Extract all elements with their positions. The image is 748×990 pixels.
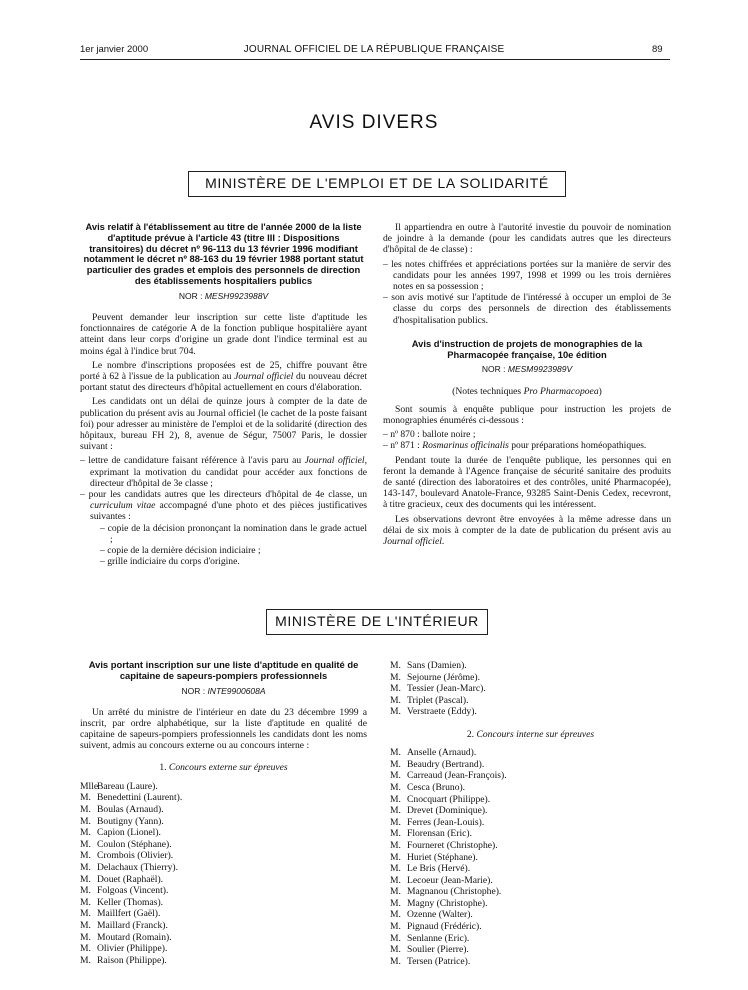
honorific: M. xyxy=(390,816,401,828)
candidate-name: Verstraete (Eddy). xyxy=(407,706,477,718)
nor-code: MESM9923989V xyxy=(507,364,573,375)
list-item: – les notes chiffrées et appréciations portées sur la manière de servir des candidats pour les années 1997, 1998 et 1999 ou les trois dernières notes en sa possession ; xyxy=(383,259,671,293)
honorific: M. xyxy=(390,671,401,683)
journal-title: JOURNAL OFFICIEL DE LA RÉPUBLIQUE FRANÇAISE xyxy=(243,44,505,55)
candidate-name: Capion (Lionel). xyxy=(97,827,161,839)
honorific: M. xyxy=(390,805,401,817)
list-item xyxy=(80,908,367,920)
candidate-name: Cnocquart (Philippe). xyxy=(407,793,491,805)
candidate-name: Benedettini (Laurent). xyxy=(97,792,183,804)
list-item xyxy=(390,794,671,806)
honorific: M. xyxy=(80,804,91,815)
candidate-name: Le Bris (Hervé). xyxy=(407,863,471,875)
list-item xyxy=(80,897,367,909)
honorific: M. xyxy=(390,793,401,805)
list-item xyxy=(390,956,671,968)
honorific: M. xyxy=(390,851,401,863)
honorific: M. xyxy=(390,828,401,840)
honorific: M. xyxy=(390,955,401,967)
honorific: M. xyxy=(390,863,401,875)
heading-concours-externe: 1. Concours externe sur épreuves xyxy=(159,761,288,773)
candidate-name: Keller (Thomas). xyxy=(97,896,164,908)
avis-pharmacopee-title: Avis d'instruction de projets de monographies de la Pharmacopée française, 10e édition xyxy=(411,337,643,360)
nor-reference: NOR : MESM9923989V xyxy=(481,364,573,375)
list-item xyxy=(390,782,671,794)
ministry-interieur-heading: MINISTÈRE DE L'INTÉRIEUR xyxy=(266,609,488,635)
avis-liste-aptitude-direction xyxy=(80,222,367,570)
honorific: M. xyxy=(390,758,401,770)
page-number: 89 xyxy=(652,44,663,55)
paragraph: Sont soumis à enquête publique pour instruction les projets de monographies énumérés ci-dessous : xyxy=(383,403,671,427)
avis-sapeurs-pompiers xyxy=(80,660,367,966)
honorific: M. xyxy=(80,861,91,873)
notes-techniques: (Notes techniques Pro Pharmacopoea) xyxy=(452,385,602,397)
page-title: AVIS DIVERS xyxy=(309,112,439,133)
paragraph: Les candidats ont un délai de quinze jours à compter de la date de publication du présent avis au Journal officiel (le cachet de la poste faisant foi) pour adresser au ministère de l'emploi et de la solidarité (direction des hôpitaux, bureau FH 2), 8, avenue de Ségur, 75007 Paris, le dossier suivant : xyxy=(80,396,367,453)
list-item xyxy=(80,920,367,932)
honorific: M. xyxy=(80,954,91,966)
candidate-name: Tessier (Jean-Marc). xyxy=(407,683,486,695)
paragraph: Pendant toute la durée de l'enquête publique, les personnes qui en feront la demande à l'Agence française de sécurité sanitaire des produits de santé (direction des laboratoires et des contrôles, unité Pharmacopée), 143-147, boulevard Anatole-France, 93285 Saint-Denis Cedex, recevront, à titre gracieux, ceux des documents qui les intéressent. xyxy=(383,454,671,511)
list-item xyxy=(80,932,367,944)
honorific: M. xyxy=(390,683,401,695)
list-item xyxy=(390,898,671,910)
list-item xyxy=(390,828,671,840)
candidate-name: Olivier (Philippe). xyxy=(97,943,168,955)
pieces-list xyxy=(90,523,367,568)
candidate-name: Magny (Christophe). xyxy=(407,897,488,909)
candidate-name: Douet (Raphaël). xyxy=(97,873,164,885)
list-item xyxy=(80,850,367,862)
honorific: M. xyxy=(80,850,91,862)
list-item xyxy=(390,933,671,945)
honorific: M. xyxy=(80,885,91,897)
candidate-name: Florensan (Eric). xyxy=(407,828,473,840)
list-item xyxy=(390,770,671,782)
paragraph: Le nombre d'inscriptions proposées est de 25, chiffre pouvant être porté à 62 à l'issue de la publication au Journal officiel du nouveau décret portant statut des directeurs d'hôpital actuellement en cours d'élaboration. xyxy=(80,359,368,394)
list-concours-externe-a xyxy=(80,781,367,967)
list-item: – nº 870 : ballote noire ; xyxy=(383,429,671,440)
nor-reference: NOR : INTE9900608A xyxy=(181,685,266,696)
list-item xyxy=(390,944,671,956)
candidate-name: Cesca (Bruno). xyxy=(407,781,466,793)
candidate-name: Tersen (Patrice). xyxy=(407,955,471,967)
list-item xyxy=(80,804,367,816)
honorific: M. xyxy=(80,931,91,943)
list-concours-interne xyxy=(390,747,671,967)
list-item xyxy=(80,885,367,897)
paragraph: Les observations devront être envoyées à la même adresse dans un délai de six mois à compter de la date de publication du présent avis au Journal officiel. xyxy=(383,513,671,548)
candidate-name: Huriet (Stéphane). xyxy=(407,851,478,863)
honorific: M. xyxy=(390,909,401,921)
ministry2-right-column xyxy=(390,660,671,967)
monographies-list xyxy=(383,429,671,451)
candidate-name: Carreaud (Jean-François). xyxy=(407,770,507,782)
candidate-name: Sejourne (Jérôme). xyxy=(407,671,480,683)
issue-date: 1er janvier 2000 xyxy=(80,44,149,55)
list-item xyxy=(390,852,671,864)
nor-code: MESH9923988V xyxy=(204,290,269,301)
candidate-name: Maillard (Franck). xyxy=(97,919,168,931)
list-item: – pour les candidats autres que les directeurs d'hôpital de 4e classe, un curriculum vitae accompagné d'une photo et des pièces justificatives suivantes : – copie de la décision prononçant la nomination dans le grade actuel ; – copie de la dernière décision indiciaire ; – grille indiciaire du corps d'origine. xyxy=(80,489,367,567)
dossier-list xyxy=(80,455,367,567)
candidate-name: Pignaud (Frédéric). xyxy=(407,921,482,933)
list-concours-externe-b xyxy=(390,660,671,718)
candidate-name: Delachaux (Thierry). xyxy=(97,861,178,873)
candidate-name: Boutigny (Yann). xyxy=(97,815,164,827)
paragraph: Il appartiendra en outre à l'autorité investie du pouvoir de nomination de joindre à la demande (pour les candidats autres que les directeurs d'hôpital de 4e classe) : xyxy=(383,222,671,256)
honorific: M. xyxy=(390,886,401,898)
honorific: M. xyxy=(390,770,401,782)
list-item xyxy=(80,827,367,839)
list-item xyxy=(80,792,367,804)
list-item xyxy=(80,816,367,828)
list-item xyxy=(390,695,671,707)
honorific: M. xyxy=(390,874,401,886)
honorific: M. xyxy=(390,921,401,933)
avis-title: Avis portant inscription sur une liste d'aptitude en qualité de capitaine de sapeurs-pompiers professionnels xyxy=(88,659,359,681)
pieces-autorite-list xyxy=(383,259,671,326)
list-item xyxy=(390,817,671,829)
honorific: M. xyxy=(80,873,91,885)
candidate-name: Moutard (Romain). xyxy=(97,931,172,943)
candidate-name: Anselle (Arnaud). xyxy=(407,747,477,759)
honorific: M. xyxy=(80,943,91,955)
honorific: M. xyxy=(390,932,401,944)
nor-reference: NOR : MESH9923988V xyxy=(178,290,269,301)
list-item xyxy=(390,683,671,695)
honorific: M. xyxy=(80,896,91,908)
candidate-name: Soulier (Pierre). xyxy=(407,944,469,956)
honorific: M. xyxy=(80,827,91,839)
ministry-emploi-heading: MINISTÈRE DE L'EMPLOI ET DE LA SOLIDARITÉ xyxy=(188,171,566,197)
honorific: M. xyxy=(390,897,401,909)
candidate-name: Triplet (Pascal). xyxy=(407,694,469,706)
honorific: M. xyxy=(390,694,401,706)
list-item xyxy=(390,921,671,933)
honorific: Mlle xyxy=(80,780,99,792)
honorific: M. xyxy=(390,706,401,718)
candidate-name: Ferres (Jean-Louis). xyxy=(407,816,485,828)
list-item xyxy=(80,943,367,955)
paragraph: Un arrêté du ministre de l'intérieur en date du 23 décembre 1999 a inscrit, par ordre alphabétique, sur la liste d'aptitude en qualité de capitaine de sapeurs-pompiers professionnels les candidats dont les noms suivent, admis au concours externe ou au concours interne : xyxy=(80,706,367,752)
candidate-name: Lecoeur (Jean-Marie). xyxy=(407,874,493,886)
candidate-name: Maillfert (Gaël). xyxy=(97,908,161,920)
honorific: M. xyxy=(390,747,401,759)
candidate-name: Drevet (Dominique). xyxy=(407,805,488,817)
honorific: M. xyxy=(390,781,401,793)
candidate-name: Raison (Philippe). xyxy=(97,954,167,966)
list-item xyxy=(80,862,367,874)
honorific: M. xyxy=(80,908,91,920)
list-item: – copie de la dernière décision indiciaire ; xyxy=(100,545,367,556)
heading-concours-interne: 2. Concours interne sur épreuves xyxy=(466,728,595,740)
candidate-name: Fourneret (Christophe). xyxy=(407,839,498,851)
nor-code: INTE9900608A xyxy=(207,685,266,696)
list-item xyxy=(390,909,671,921)
list-item xyxy=(390,863,671,875)
candidate-name: Folgoas (Vincent). xyxy=(97,885,169,897)
candidate-name: Crombois (Olivier). xyxy=(97,850,174,862)
candidate-name: Ozenne (Walter). xyxy=(407,909,473,921)
header-rule xyxy=(80,59,670,60)
list-item xyxy=(390,660,671,672)
list-item xyxy=(390,759,671,771)
honorific: M. xyxy=(390,839,401,851)
list-item xyxy=(80,874,367,886)
list-item xyxy=(390,706,671,718)
list-item xyxy=(390,875,671,887)
list-item: – copie de la décision prononçant la nomination dans le grade actuel ; xyxy=(100,523,367,545)
candidate-name: Boulas (Arnaud). xyxy=(97,804,164,815)
candidate-name: Beaudry (Bertrand). xyxy=(407,758,485,770)
list-item xyxy=(80,955,367,967)
honorific: M. xyxy=(80,792,91,804)
list-item xyxy=(80,781,367,793)
candidate-name: Bareau (Laure). xyxy=(97,780,158,792)
candidate-name: Sans (Damien). xyxy=(407,660,467,671)
list-item xyxy=(390,840,671,852)
paragraph: Peuvent demander leur inscription sur cette liste d'aptitude les fonctionnaires de catégorie A de la fonction publique hospitalière ayant atteint dans leur corps d'origine un grade dont l'indice terminal est au moins égal à l'indice brut 704. xyxy=(80,311,367,357)
honorific: M. xyxy=(80,919,91,931)
list-item xyxy=(390,805,671,817)
honorific: M. xyxy=(80,815,91,827)
list-item xyxy=(80,839,367,851)
list-item xyxy=(390,672,671,684)
list-item: – grille indiciaire du corps d'origine. xyxy=(100,556,367,567)
list-item: – nº 871 : Rosmarinus officinalis pour préparations homéopathiques. xyxy=(383,440,671,451)
list-item xyxy=(390,747,671,759)
list-item xyxy=(390,886,671,898)
avis-title: Avis relatif à l'établissement au titre de l'année 2000 de la liste d'aptitude prévue à l'article 43 (titre III : Dispositions transitoires) du décret nº 96-113 du 13 février 1996 modifiant notamment le décret nº 88-163 du 19 février 1988 portant statut particulier des grades et emplois des personnels de direction des établissements hospitaliers publics xyxy=(83,221,364,286)
honorific: M. xyxy=(390,660,401,671)
list-item: – lettre de candidature faisant référence à l'avis paru au Journal officiel, exprimant la motivation du candidat pour accéder aux fonctions de directeur d'hôpital de 3e classe ; xyxy=(80,455,367,489)
candidate-name: Magnanou (Christophe). xyxy=(407,886,502,898)
candidate-name: Coulon (Stéphane). xyxy=(97,838,172,850)
ministry1-right-column xyxy=(383,222,671,550)
list-item: – son avis motivé sur l'aptitude de l'intéressé à occuper un emploi de 3e classe du corps des personnels de direction des établissements d'hospitalisation publics. xyxy=(383,292,671,326)
honorific: M. xyxy=(390,944,401,956)
candidate-name: Senlanne (Eric). xyxy=(407,932,470,944)
honorific: M. xyxy=(80,838,91,850)
